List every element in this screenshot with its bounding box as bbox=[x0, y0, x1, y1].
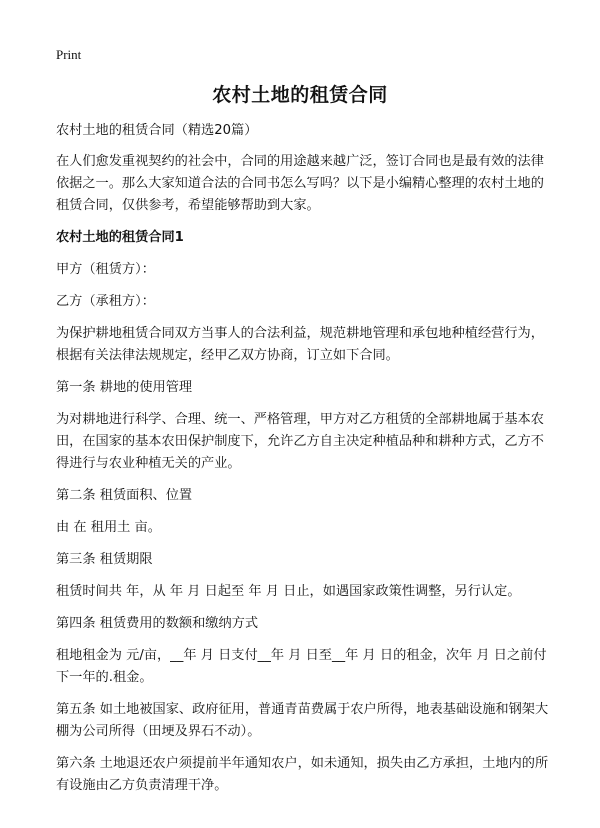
article-4-heading: 第四条 租赁费用的数额和缴纳方式 bbox=[56, 616, 259, 631]
document-title: 农村土地的租赁合同 bbox=[212, 84, 388, 106]
article-6-paragraph: 第六条 土地退还农户须提前半年通知农户，如未通知，损失由乙方承担，土地内的所有设施由乙方负责清理干净。 bbox=[56, 756, 549, 793]
article-1-heading: 第一条 耕地的使用管理 bbox=[56, 380, 193, 395]
preamble-paragraph: 为保护耕地租赁合同双方当事人的合法利益，规范耕地管理和承包地种植经营行为，根据有关法律法规规定，经甲乙双方协商，订立如下合同。 bbox=[56, 326, 544, 363]
article-1-body: 为对耕地进行科学、合理、统一、严格管理，甲方对乙方租赁的全部耕地属于基本农田，在国家的基本农田保护制度下，允许乙方自主决定种植品种和耕种方式，乙方不得进行与农业种植无关的产业。 bbox=[56, 412, 544, 471]
section-heading: 农村土地的租赁合同1 bbox=[56, 230, 184, 245]
intro-paragraph: 在人们愈发重视契约的社会中，合同的用途越来越广泛，签订合同也是最有效的法律依据之一。那么大家知道合法的合同书怎么写吗？以下是小编精心整理的农村土地的租赁合同，仅供参考，希望能够帮助到大家。 bbox=[56, 154, 544, 213]
article-5-paragraph: 第五条 如土地被国家、政府征用，普通青苗费属于农户所得，地表基础设施和钢架大棚为公司所得（田埂及界石不动）。 bbox=[56, 702, 549, 739]
party-a-line: 甲方（租赁方）： bbox=[56, 262, 155, 277]
article-3-body: 租赁时间共 年，从 年 月 日起至 年 月 日止，如遇国家政策性调整，另行认定。 bbox=[56, 584, 521, 599]
article-2-body: 由 在 租用土 亩。 bbox=[56, 520, 161, 535]
article-2-heading: 第二条 租赁面积、位置 bbox=[56, 488, 193, 503]
document-subtitle: 农村土地的租赁合同（精选20篇） bbox=[56, 123, 258, 138]
print-link[interactable]: Print bbox=[56, 47, 82, 62]
document-body bbox=[56, 120, 550, 807]
party-b-line: 乙方（承租方）： bbox=[56, 294, 155, 309]
article-4-body: 租地租金为 元/亩，__年 月 日支付__年 月 日至__年 月 日的租金，次年 月 日之前付下一年的.租金。 bbox=[56, 648, 547, 685]
article-3-heading: 第三条 租赁期限 bbox=[56, 552, 153, 567]
